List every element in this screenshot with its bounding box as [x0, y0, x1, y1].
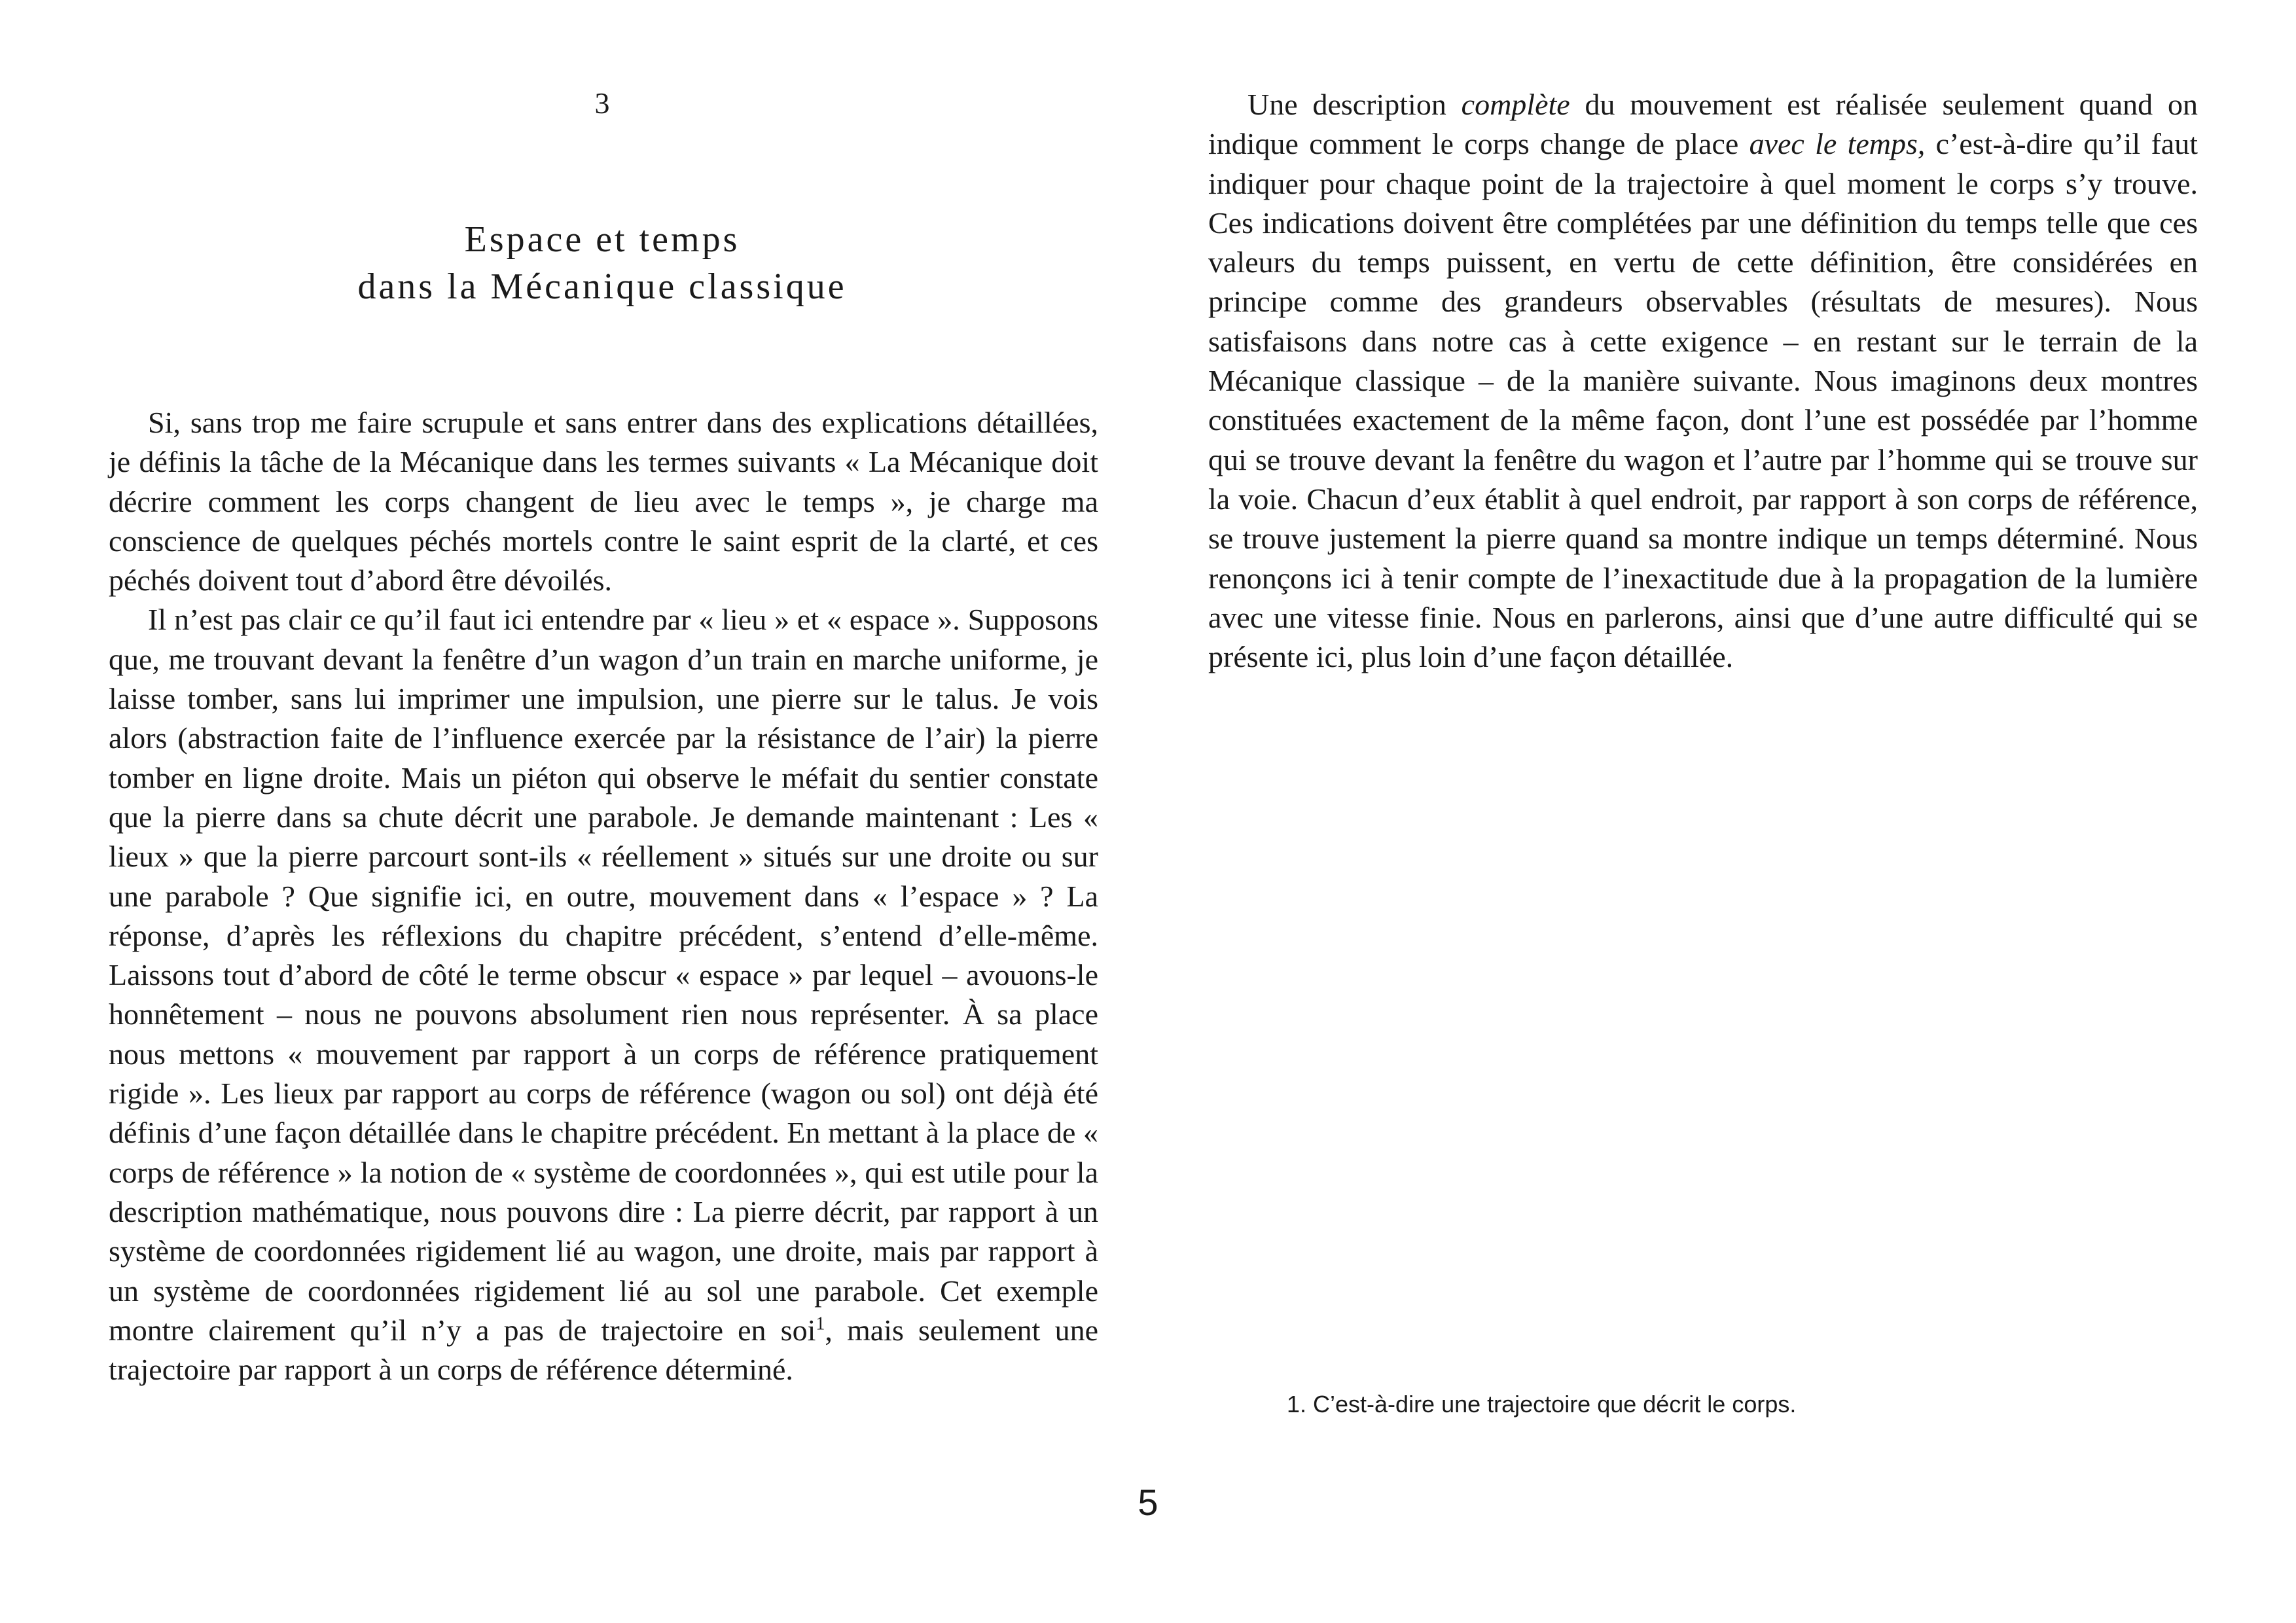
left-body-text — [109, 403, 1098, 1389]
paragraph-2 — [109, 600, 1098, 1389]
paragraph-3-text-b: du mouvement est réalisée seulement quand on indique comment le corps change de place — [1208, 88, 2198, 161]
chapter-title-line-2: dans la Mécanique classique — [357, 266, 847, 307]
paragraph-2-text: Il n’est pas clair ce qu’il faut ici entendre par « lieu » et « espace ». Supposons que, me trouvant devant la fenêtre d’un wagon d’un train en marche uniforme, je laisse tomber, sans lui imprimer une impulsion, une pierre sur le talus. Je vois alors (abstraction faite de l’influence exercée par la résistance de l’air) la pierre tomber en ligne droite. Mais un piéton qui observe le méfait du sentier constate que la pierre dans sa chute décrit une parabole. Je demande maintenant : Les « lieux » que la pierre parcourt sont-ils « réellement » situés sur une droite ou sur une parabole ? Que signifie ici, en outre, mouvement dans « l’espace » ? La réponse, d’après les réflexions du chapitre précédent, s’entend d’elle-même. Laissons tout d’abord de côté le terme obscur « espace » par lequel – avouons-le honnêtement – nous ne pouvons absolument rien nous représenter. À sa place nous mettons « mouvement par rapport à un corps de référence pratiquement rigide ». Les lieux par rapport au corps de référence (wagon ou sol) ont déjà été définis d’une façon détaillée dans le chapitre précédent. En mettant à la place de « corps de référence » la notion de « système de coordonnées », qui est utile pour la description mathématique, nous pouvons dire : La pierre décrit, par rapport à un système de coordonnées rigidement lié au wagon, une droite, mais par rapport à un système de coordonnées rigidement lié au sol une parabole. Cet exemple montre clairement qu’il n’y a pas de trajectoire en soi — [109, 603, 1098, 1347]
footnote: 1. C’est-à-dire une trajectoire que décrit le corps. — [1287, 1391, 1797, 1418]
chapter-title-line-1: Espace et temps — [464, 219, 740, 260]
paragraph-3-emphasis-complete: complète — [1461, 88, 1570, 121]
paragraph-3 — [1208, 85, 2198, 677]
paragraph-2-text-end: , mais seulement une trajectoire par rapport à un corps de référence déterminé. — [109, 1313, 1098, 1387]
chapter-title — [0, 216, 1204, 310]
page-number: 5 — [1138, 1482, 1158, 1523]
right-page — [1148, 0, 2296, 1623]
paragraph-1: Si, sans trop me faire scrupule et sans entrer dans des explications détaillées, je définis la tâche de la Mécanique dans les termes suivants « La Mécanique doit décrire comment les corps changent de lieu avec le temps », je charge ma conscience de quelques péchés mortels contre le saint esprit de la clarté, et ces péchés doivent tout d’abord être dévoilés. — [109, 406, 1098, 597]
paragraph-3-emphasis-time: avec le temps, — [1749, 127, 1926, 161]
paragraph-3-text-a: Une description — [1247, 88, 1462, 121]
footnote-reference: 1 — [816, 1313, 825, 1334]
right-body-text — [1208, 85, 2198, 677]
chapter-number: 3 — [594, 86, 610, 120]
paragraph-3-text-c: c’est-à-dire qu’il faut indiquer pour chaque point de la trajectoire à quel moment le corps s’y trouve. Ces indications doivent être complétées par une définition du temps telle que ces valeurs du temps puissent, en vertu de cette définition, être considérées en principe comme des grandeurs observables (résultats de mesures). Nous satisfaisons dans notre cas à cette exigence – en restant sur le terrain de la Mécanique classique – de la manière suivante. Nous imaginons deux montres constituées exactement de la même façon, dont l’une est possédée par l’homme qui se trouve devant la fenêtre du wagon et l’autre par l’homme qui se trouve sur la voie. Chacun d’eux établit à quel endroit, par rapport à son corps de référence, se trouve justement la pierre quand sa montre indique un temps déterminé. Nous renonçons ici à tenir compte de l’inexactitude due à la propagation de la lumière avec une vitesse finie. Nous en parlerons, ainsi que d’une autre difficulté qui se présente ici, plus loin d’une façon détaillée. — [1208, 127, 2198, 674]
